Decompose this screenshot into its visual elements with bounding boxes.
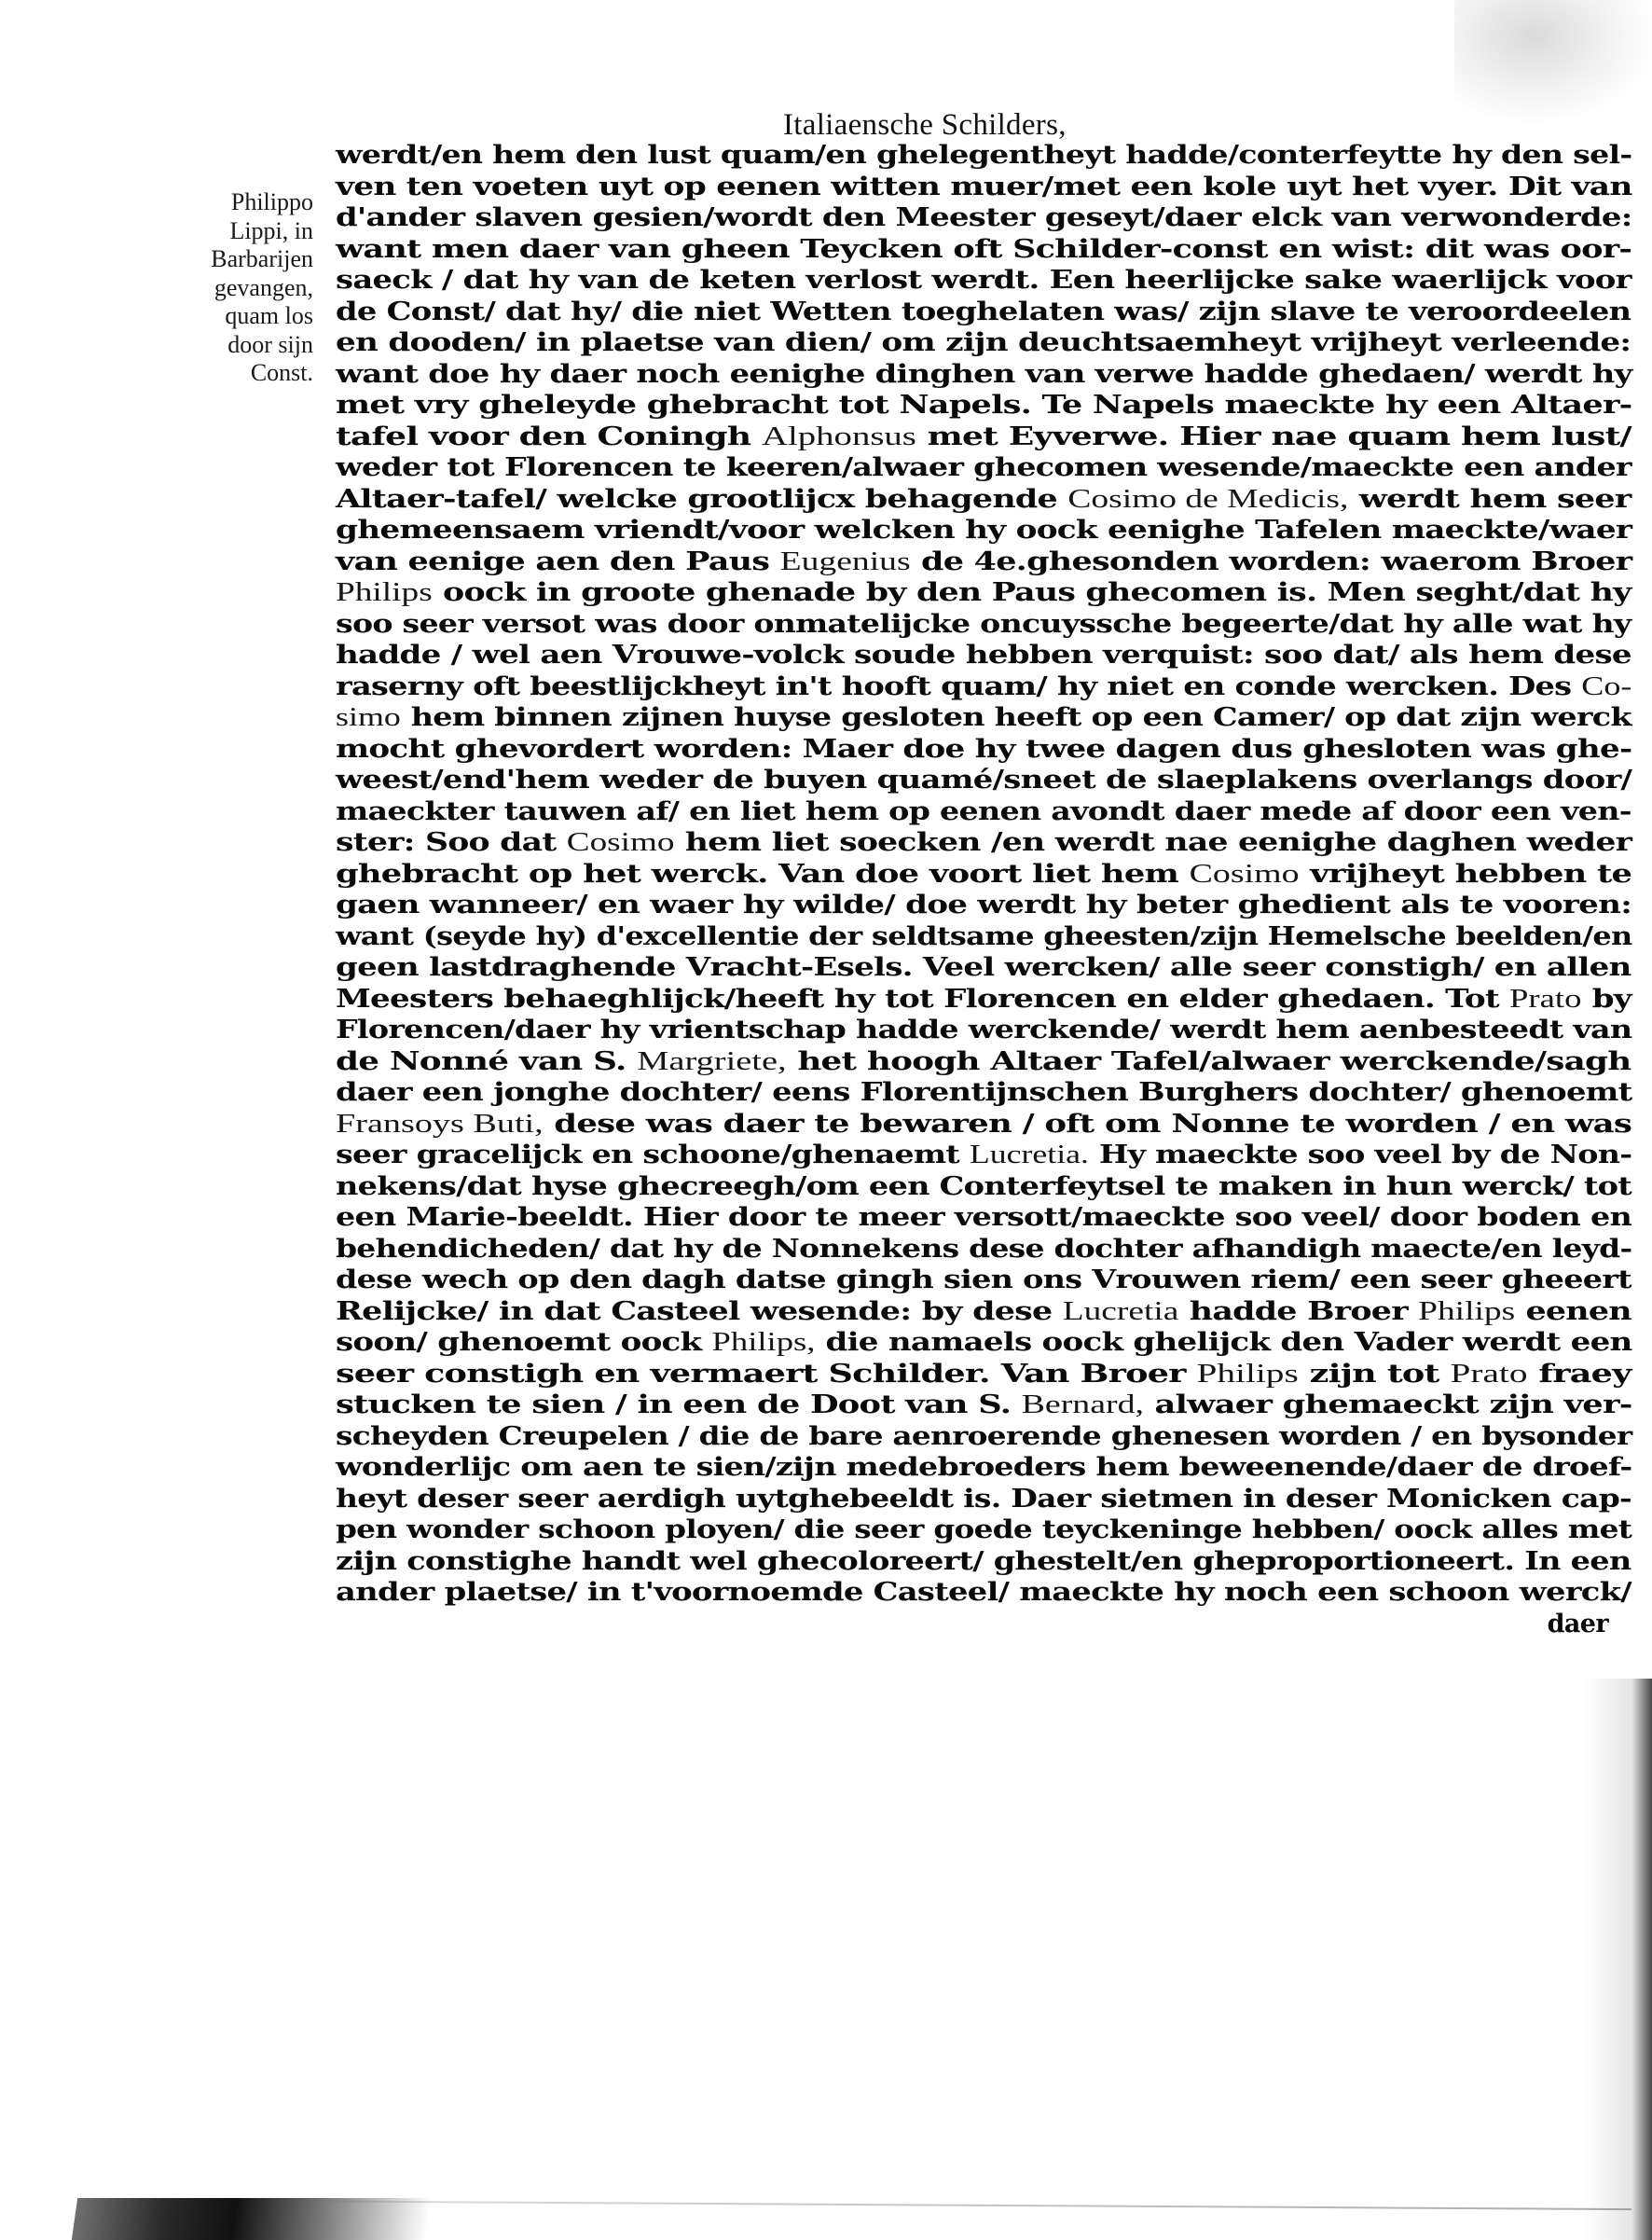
blackletter-span: oock in groote ghenade by den Paus ghecomen is. Men seght/dat hy (432, 578, 1631, 607)
roman-name-span: Lucretia (1062, 1295, 1179, 1326)
text-line (336, 1327, 1652, 1359)
text-line (336, 640, 1652, 671)
text-line (336, 1390, 1652, 1421)
text-line (336, 297, 1652, 328)
text-line (336, 1452, 1652, 1484)
roman-name-span: Philips, (711, 1327, 816, 1357)
text-line (336, 515, 1652, 546)
roman-name-span: Lucretia. (969, 1140, 1089, 1169)
text-line (336, 1577, 1652, 1609)
blackletter-span: gaen wanneer/ en waer hy wilde/ doe werdt hy beter ghedient als te vooren: (336, 891, 1632, 920)
text-line (336, 890, 1652, 921)
blackletter-span: heyt deser seer aerdigh uytghebeeldt is. Daer sietmen in deser Monicken cap- (336, 1484, 1632, 1514)
blackletter-span: want doe hy daer noch eenighe dinghen van verwe hadde ghedaen/ werdt hy (336, 359, 1632, 389)
roman-name-span: Eugenius (779, 546, 911, 576)
marginal-note-line: door sijn (227, 330, 313, 358)
text-line (336, 546, 1652, 578)
blackletter-span: wonderlijc om aen te sien/zijn medebroeders hem beweenende/daer de droef- (336, 1453, 1632, 1482)
text-line (336, 1046, 1652, 1078)
text-line (336, 234, 1652, 266)
blackletter-span: stucken te sien / in een de Doot van S. (336, 1390, 1022, 1419)
blackletter-span: ven ten voeten uyt op eenen witten muer/met een kole uyt het vyer. Dit van (336, 172, 1632, 201)
text-line (336, 577, 1652, 609)
blackletter-span: Altaer-tafel/ welcke grootlijcx behagende (336, 484, 1068, 514)
catchword: daer (1547, 1609, 1608, 1639)
blackletter-span: ster: Soo dat (336, 828, 567, 857)
marginal-note-line: Barbarijen (211, 245, 313, 272)
blackletter-span: hem binnen zijnen huyse gesloten heeft op een Camer/ op dat zijn werck (400, 703, 1631, 732)
blackletter-span: de Nonné van S. (336, 1046, 638, 1076)
text-line (336, 734, 1652, 766)
text-line (336, 1077, 1652, 1109)
text-line (336, 1421, 1652, 1453)
blackletter-span: de 4e.ghesonden worden: waerom Broer (910, 546, 1632, 576)
blackletter-span: soo seer versot was door onmatelijcke oncuyssche begeerte/dat hy alle wat hy (336, 609, 1631, 639)
blackletter-span: met vry gheleyde ghebracht tot Napels. Te Napels maeckte hy een Altaer- (336, 391, 1632, 420)
blackletter-span: nekens/dat hyse ghecreegh/om een Conterfeytsel te maken in hun werck/ tot (336, 1171, 1632, 1201)
blackletter-span: daer een jonghe dochter/ eens Florentijnschen Burghers dochter/ ghenoemt (336, 1078, 1632, 1107)
roman-name-span: Philips (1196, 1358, 1299, 1389)
roman-name-span: Prato (1450, 1358, 1528, 1389)
marginal-note (164, 188, 313, 388)
text-line (336, 327, 1652, 359)
roman-name-span: Cosimo (566, 827, 675, 857)
blackletter-span: hem liet soecken /en werdt nae eenighe daghen weder (674, 828, 1632, 857)
paper-stain (1454, 0, 1652, 121)
blackletter-span: een Marie-beeldt. Hier door te meer versott/maeckte soo veel/ door boden en (336, 1203, 1632, 1232)
text-line (336, 1514, 1652, 1546)
text-line (336, 921, 1652, 953)
blackletter-span: weest/end'hem weder de buyen quamé/sneet de slaeplakens overlangs door/ (336, 766, 1632, 795)
roman-name-span: Philips (1418, 1295, 1516, 1326)
roman-name-span: Co- (1581, 671, 1632, 701)
blackletter-span: zijn constighe handt wel ghecoloreert/ ghestelt/en gheproportioneert. In een (336, 1546, 1631, 1576)
blackletter-span: maeckter tauwen af/ en liet hem op eenen avondt daer mede af door een ven- (336, 796, 1631, 826)
blackletter-span: mocht ghevordert worden: Maer doe hy twee dagen dus ghesloten was ghe- (336, 734, 1632, 764)
blackletter-span: fraey (1527, 1359, 1631, 1389)
blackletter-span: Hy maeckte soo veel by de Non- (1088, 1141, 1632, 1169)
marginal-note-line: quam los (225, 302, 313, 329)
roman-name-span: Fransoys Buti, (336, 1108, 544, 1139)
blackletter-span: dese wech op den dagh datse gingh sien ons Vrouwen riem/ een seer gheeert (336, 1265, 1631, 1294)
roman-name-span: Cosimo (1189, 858, 1300, 889)
page-edge-shadow (1585, 1679, 1652, 2240)
text-line (336, 702, 1652, 734)
blackletter-span: tafel voor den Coningh (336, 422, 763, 451)
binding-shadow (72, 2198, 432, 2240)
text-line (336, 265, 1652, 297)
text-line (336, 172, 1652, 203)
blackletter-span: zijn tot (1298, 1359, 1451, 1389)
body-text (336, 140, 1631, 1639)
text-line (336, 671, 1652, 703)
text-line (336, 1234, 1652, 1265)
blackletter-span: dese was daer te bewaren / oft om Nonne te worden / en was (543, 1109, 1632, 1139)
blackletter-span: eenen (1515, 1296, 1631, 1326)
blackletter-span: van eenige aen den Paus (336, 546, 780, 576)
blackletter-span: de Const/ dat hy/ die niet Wetten toeghelaten was/ zijn slave te veroordeelen (336, 297, 1631, 326)
blackletter-span: het hoogh Altaer Tafel/alwaer werckende/sagh (786, 1046, 1631, 1076)
blackletter-span: Florencen/daer hy vrientschap hadde werckende/ werdt hem aenbesteedt van (336, 1016, 1632, 1044)
text-line (336, 1109, 1652, 1141)
blackletter-span: raserny oft beestlijckheyt in't hooft quam/ hy niet en conde wercken. Des (336, 671, 1582, 701)
text-line (336, 422, 1652, 453)
text-line (336, 984, 1652, 1016)
text-line (336, 1140, 1652, 1171)
blackletter-span: geen lastdraghende Vracht-Esels. Veel wercken/ alle seer constigh/ en allen (336, 953, 1631, 982)
blackletter-span: alwaer ghemaeckt zijn ver- (1144, 1390, 1632, 1419)
text-line (336, 484, 1652, 516)
text-line (336, 796, 1652, 828)
blackletter-span: werdt/en hem den lust quam/en ghelegentheyt hadde/conterfeytte hy den sel- (336, 141, 1632, 170)
blackletter-span: en dooden/ in plaetse van dien/ om zijn deuchtsaemheyt vrijheyt verleende: (336, 328, 1631, 357)
text-line (336, 1265, 1652, 1296)
text-line (336, 140, 1652, 172)
text-line (336, 452, 1652, 484)
text-line (336, 1484, 1652, 1515)
blackletter-span: d'ander slaven gesien/wordt den Meester geseyt/daer elck van verwonderde: (336, 203, 1632, 232)
text-line (336, 1202, 1652, 1234)
marginal-note-line: Lippi, in (229, 216, 313, 244)
blackletter-span: hadde Broer (1178, 1296, 1419, 1326)
text-line (336, 952, 1652, 984)
blackletter-span: soon/ ghenoemt oock (336, 1328, 712, 1357)
blackletter-span: want men daer van gheen Teycken oft Schilder-const en wist: dit was oor- (336, 234, 1632, 264)
blackletter-span: seer constigh en vermaert Schilder. Van Broer (336, 1359, 1197, 1389)
roman-name-span: Philips (336, 577, 433, 607)
roman-name-span: Margriete, (637, 1045, 787, 1076)
text-line (336, 1171, 1652, 1203)
marginal-note-line: Philippo (230, 188, 313, 215)
roman-name-span: Bernard, (1021, 1390, 1145, 1419)
text-line (336, 1359, 1652, 1390)
blackletter-span: scheyden Creupelen / die de bare aenroerende ghenesen worden / en bysonder (336, 1421, 1632, 1451)
roman-name-span: Cosimo de Medicis, (1067, 483, 1349, 514)
text-line (336, 359, 1652, 391)
blackletter-span: saeck / dat hy van de keten verlost werdt. Een heerlijcke sake waerlijck voor (336, 266, 1631, 295)
blackletter-span: ander plaetse/ in t'voornoemde Casteel/ maeckte hy noch een schoon werck/ (336, 1578, 1631, 1607)
blackletter-span: Meesters behaeghlijck/heeft hy tot Florencen en elder ghedaen. Tot (336, 984, 1510, 1014)
text-line (336, 1015, 1652, 1046)
text-line (336, 609, 1652, 641)
running-head: Italiaensche Schilders, (783, 108, 1067, 142)
text-line (336, 827, 1652, 859)
text-line (336, 202, 1652, 234)
blackletter-span: want (seyde hy) d'excellentie der seldtsame gheesten/zijn Hemelsche beelden/en (336, 921, 1632, 951)
blackletter-span: Relijcke/ in dat Casteel wesende: by dese (336, 1296, 1063, 1326)
blackletter-span: ghebracht op het werck. Van doe voort liet hem (336, 859, 1190, 889)
text-line (336, 1296, 1652, 1328)
blackletter-span: werdt hem seer (1348, 484, 1631, 514)
blackletter-span: by (1581, 984, 1631, 1014)
blackletter-span: hadde / wel aen Vrouwe-volck soude hebben verquist: soo dat/ als hem dese (336, 641, 1631, 670)
roman-name-span: simo (336, 702, 401, 732)
blackletter-span: pen wonder schoon ployen/ die seer goede teyckeninge hebben/ oock alles met (336, 1515, 1632, 1544)
roman-name-span: Prato (1509, 983, 1582, 1014)
text-line (336, 390, 1652, 422)
blackletter-span: ghemeensaem vriendt/voor welcken hy oock eenighe Tafelen maeckte/waer (336, 516, 1632, 545)
blackletter-span: weder tot Florencen te keeren/alwaer ghecomen wesende/maeckte een ander (336, 453, 1631, 482)
blackletter-span: seer gracelijck en schoone/ghenaemt (336, 1141, 970, 1169)
text-line (336, 765, 1652, 796)
text-line (336, 1546, 1652, 1578)
marginal-note-line: gevangen, (213, 273, 313, 301)
blackletter-span: met Eyverwe. Hier nae quam hem lust/ (915, 422, 1631, 451)
roman-name-span: Alphonsus (762, 421, 916, 451)
text-line (336, 859, 1652, 891)
blackletter-span: vrijheyt hebben te (1299, 859, 1632, 889)
blackletter-span: behendicheden/ dat hy de Nonnekens dese dochter afhandigh maecte/en leyd- (336, 1234, 1632, 1264)
blackletter-span: die namaels oock ghelijck den Vader werdt een (815, 1328, 1632, 1357)
marginal-note-line: Const. (250, 359, 313, 386)
